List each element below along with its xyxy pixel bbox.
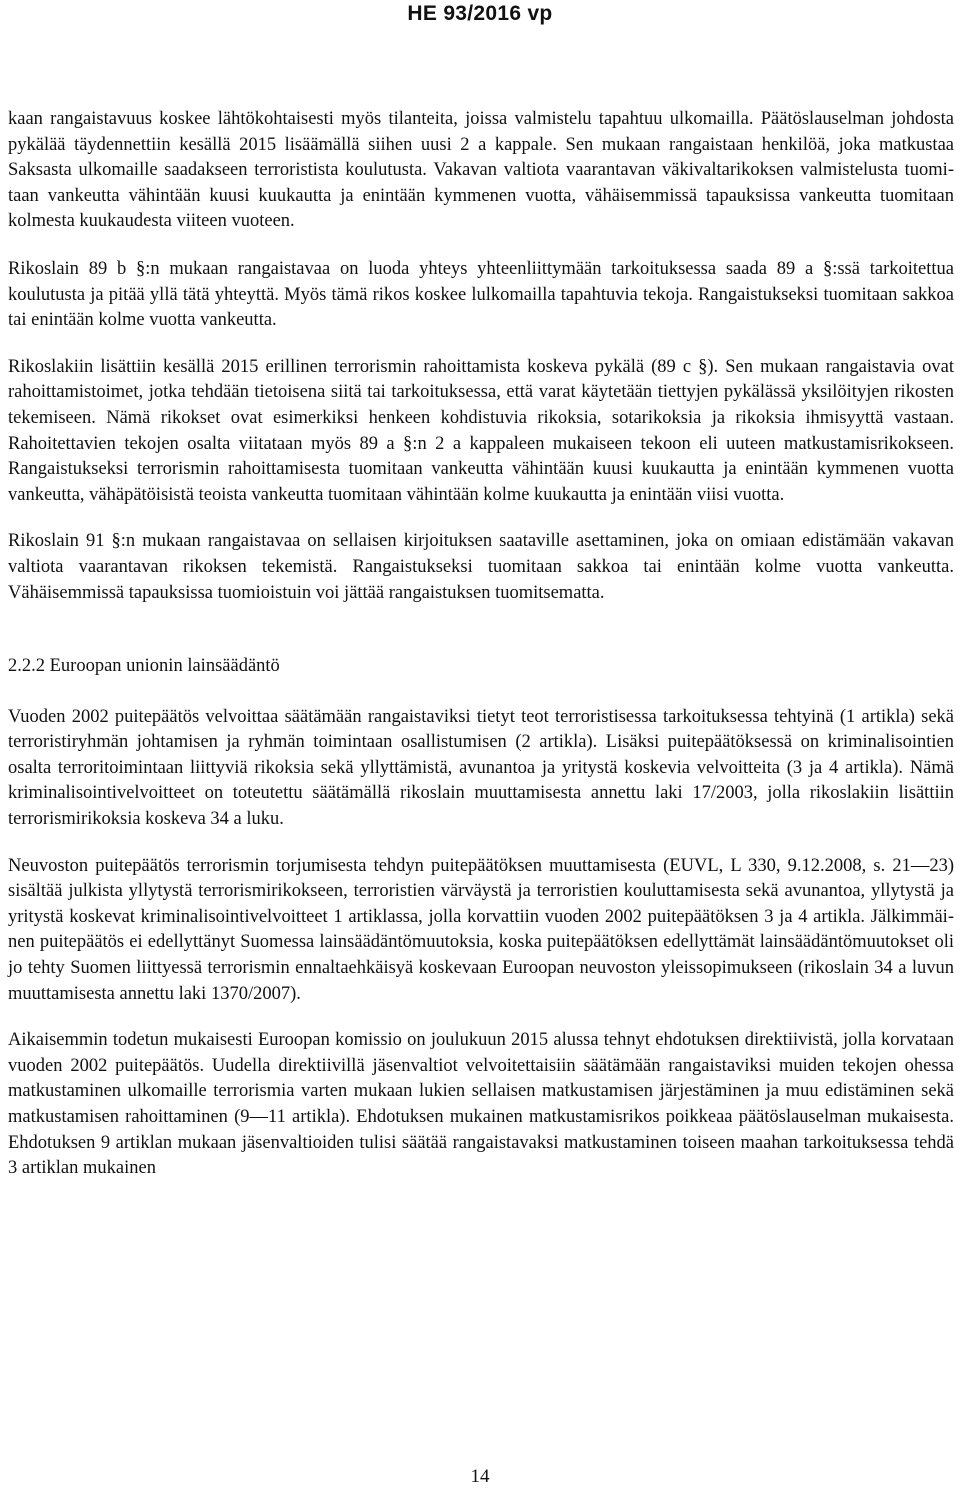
document-body [8,107,954,1203]
document-header: HE 93/2016 vp [407,2,553,25]
paragraph: Aikaisemmin todetun mukaisesti Euroopan komissio on joulukuun 2015 alussa tehnyt ehdotuksen direktiivistä, jolla korvataan vuoden 2002 puitepäätös. Uudella direktiivillä jäsenvaltiot velvoitettaisiin säätämään rangaistaviksi muiden tekojen ohessa matkustaminen ulkomaille terrorismia varten mukaan lukien sellaisen matkustamisen järjestäminen ja muu edistäminen sekä matkustamisen rahoittaminen (9—11 artikla). Ehdotuksen mukainen matkustamisrikos poikkeaa päätöslauselman mukaisesta. Ehdotuksen 9 artiklan mukaan jäsenvaltioiden tulisi säätää rangaistavaksi matkustaminen toiseen maahan tarkoituksessa tehdä 3 artiklan mukainen [8,1030,954,1179]
section-heading: 2.2.2 Euroopan unionin lainsäädäntö [8,656,280,677]
paragraph: kaan rangaistavuus koskee lähtökohtaisesti myös tilanteita, joissa valmistelu tapahtuu ulkomailla. Päätöslauselman johdosta pykälää täydennettiin kesällä 2015 lisäämällä siihen uusi 2 a kappale. Sen mukaan rangaistaan henkilöä, joka matkustaa Saksasta ulkomaille saadakseen terroristista koulutusta. Vakavan valtiota vaarantavan väkivaltarikoksen valmistelusta tuomitaan vankeutta vähintään kuusi kuukautta ja enintään kymmenen vuotta, vähäisemmissä tapauksissa vankeutta tuomitaan kolmesta kuukaudesta viiteen vuoteen. [8,109,954,232]
paragraph: Vuoden 2002 puitepäätös velvoittaa säätämään rangaistaviksi tietyt teot terroristisessa tarkoituksessa tehtyinä (1 artikla) sekä terroristiryhmän johtamisen ja ryhmän toimintaan osallistumisen (2 artikla). Lisäksi puitepäätöksessä on kriminalisointien osalta terroritoimintaan liittyviä rikoksia sekä yllyttämistä, avunantoa ja yritystä koskevia velvoitteita (3 ja 4 artikla). Nämä kriminalisointivelvoitteet on toteutettu säätämällä rikoslain muuttamisesta annettu laki 17/2003, jolla rikoslakiin lisättiin terrorismirikoksia koskeva 34 a luku. [8,706,954,830]
paragraph: Rikoslain 91 §:n mukaan rangaistavaa on sellaisen kirjoituksen saataville asettaminen, joka on omiaan edistämään vakavan valtiota vaarantavan rikoksen tekemistä. Rangaistukseksi tuomitaan sakkoa tai enintään kolme vuotta vankeutta. Vähäisemmissä tapauksissa tuomioistuin voi jättää rangaistuksen tuomitsematta. [8,531,954,603]
page-number: 14 [470,1466,490,1487]
paragraph: Neuvoston puitepäätös terrorismin torjumisesta tehdyn puitepäätöksen muuttamisesta (EUVL, L 330, 9.12.2008, s. 21—23) sisältää julkista yllytystä terrorismirikokseen, terroristien värväystä ja terroristien kouluttamisesta sekä avunantoa, yllytystä ja yritystä koskevat kriminalisointivelvoitteet 1 artiklassa, jolla korvattiin vuoden 2002 puitepäätöksen 3 ja 4 artikla. Jälkimmäinen puitepäätös ei edellyttänyt Suomessa lainsäädäntömuutoksia, koska puitepäätöksen edellyttämät lainsäädäntömuutokset oli jo tehty Suomen liittyessä terrorismin ennaltaehkäisyä koskevaan Euroopan neuvoston yleissopimukseen (rikoslain 34 a luvun muuttamisesta annettu laki 1370/2007). [8,855,954,1004]
paragraph: Rikoslain 89 b §:n mukaan rangaistavaa on luoda yhteys yhteenliittymään tarkoituksessa saada 89 a §:ssä tarkoitettua koulutusta ja pitää yllä tätä yhteyttä. Myös tämä rikos koskee lulkomailla tapahtuvia tekoja. Rangaistukseksi tuomitaan sakkoa tai enintään kolme vuotta vankeutta. [8,258,954,331]
paragraph: Rikoslakiin lisättiin kesällä 2015 erillinen terrorismin rahoittamista koskeva pykälä (89 c §). Sen mukaan rangaistavia ovat rahoittamistoimet, jotka tehdään tietoisena siitä tai tarkoituksessa, että varat käytetään tiettyjen pykälässä yksilöityjen rikosten tekemiseen. Nämä rikokset ovat esimerkiksi henkeen kohdistuvia rikoksia, sotarikoksia ja rikoksia ihmisyyttä vastaan. Rahoitettavien tekojen osalta viitataan myös 89 a §:n 2 a kappaleen mukaiseen tekoon eli uuteen matkustamisrikokseen. Rangaistukseksi terrorismin rahoittamisesta tuomitaan vankeutta vähintään kuusi kuukautta ja enintään kymmenen vuotta vankeutta, vähäpätöisistä teoista vankeutta tuomitaan vähintään kolme kuukautta ja enintään viisi vuotta. [8,356,954,505]
